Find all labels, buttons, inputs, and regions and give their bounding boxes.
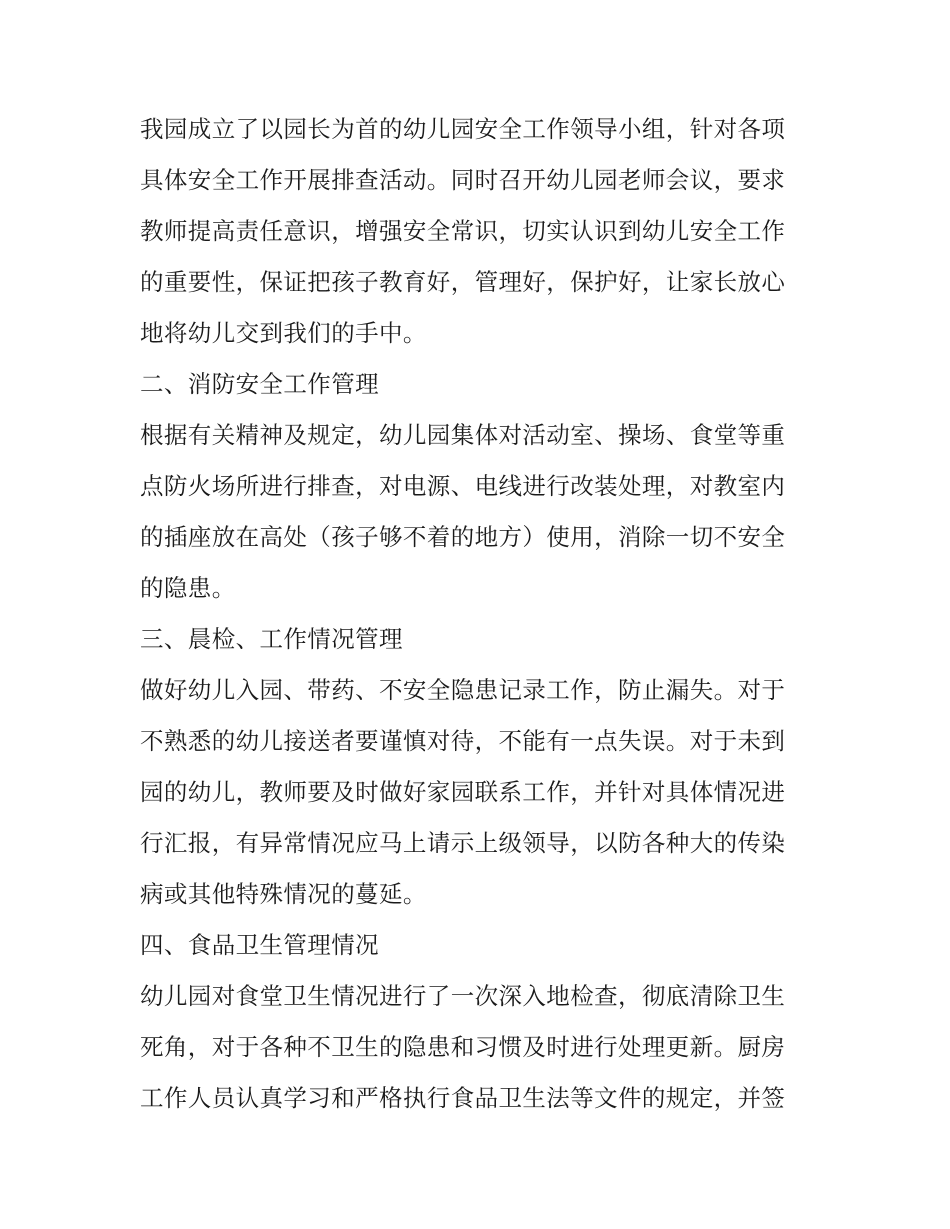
paragraph-line: 具体安全工作开展排查活动。同时召开幼儿园老师会议，要求 — [140, 166, 786, 194]
paragraph-line: 教师提高责任意识，增强安全常识，切实认识到幼儿安全工作 — [140, 217, 786, 245]
section-heading-morning-check: 三、晨检、工作情况管理 — [140, 625, 403, 653]
paragraph-line: 行汇报，有异常情况应马上请示上级领导，以防各种大的传染 — [140, 829, 786, 857]
paragraph-line: 病或其他特殊情况的蔓延。 — [140, 880, 427, 908]
paragraph-line: 我园成立了以园长为首的幼儿园安全工作领导小组，针对各项 — [140, 115, 786, 143]
paragraph-line: 根据有关精神及规定，幼儿园集体对活动室、操场、食堂等重 — [140, 421, 786, 449]
paragraph-line: 不熟悉的幼儿接送者要谨慎对待，不能有一点失误。对于未到 — [140, 727, 786, 755]
section-heading-food-hygiene: 四、食品卫生管理情况 — [140, 931, 379, 959]
paragraph-line: 的隐患。 — [140, 574, 236, 602]
paragraph-line: 的重要性，保证把孩子教育好，管理好，保护好，让家长放心 — [140, 268, 786, 296]
paragraph-line: 的插座放在高处（孩子够不着的地方）使用，消除一切不安全 — [140, 523, 786, 551]
paragraph-line: 工作人员认真学习和严格执行食品卫生法等文件的规定，并签 — [140, 1084, 786, 1112]
document-body — [140, 104, 820, 1124]
section-heading-fire-safety: 二、消防安全工作管理 — [140, 370, 379, 398]
paragraph-line: 点防火场所进行排查，对电源、电线进行改装处理，对教室内 — [140, 472, 786, 500]
paragraph-line: 园的幼儿，教师要及时做好家园联系工作，并针对具体情况进 — [140, 778, 786, 806]
paragraph-line: 地将幼儿交到我们的手中。 — [140, 319, 427, 347]
paragraph-line: 死角，对于各种不卫生的隐患和习惯及时进行处理更新。厨房 — [140, 1033, 786, 1061]
paragraph-line: 幼儿园对食堂卫生情况进行了一次深入地检查，彻底清除卫生 — [140, 982, 786, 1010]
paragraph-line: 做好幼儿入园、带药、不安全隐患记录工作，防止漏失。对于 — [140, 676, 786, 704]
